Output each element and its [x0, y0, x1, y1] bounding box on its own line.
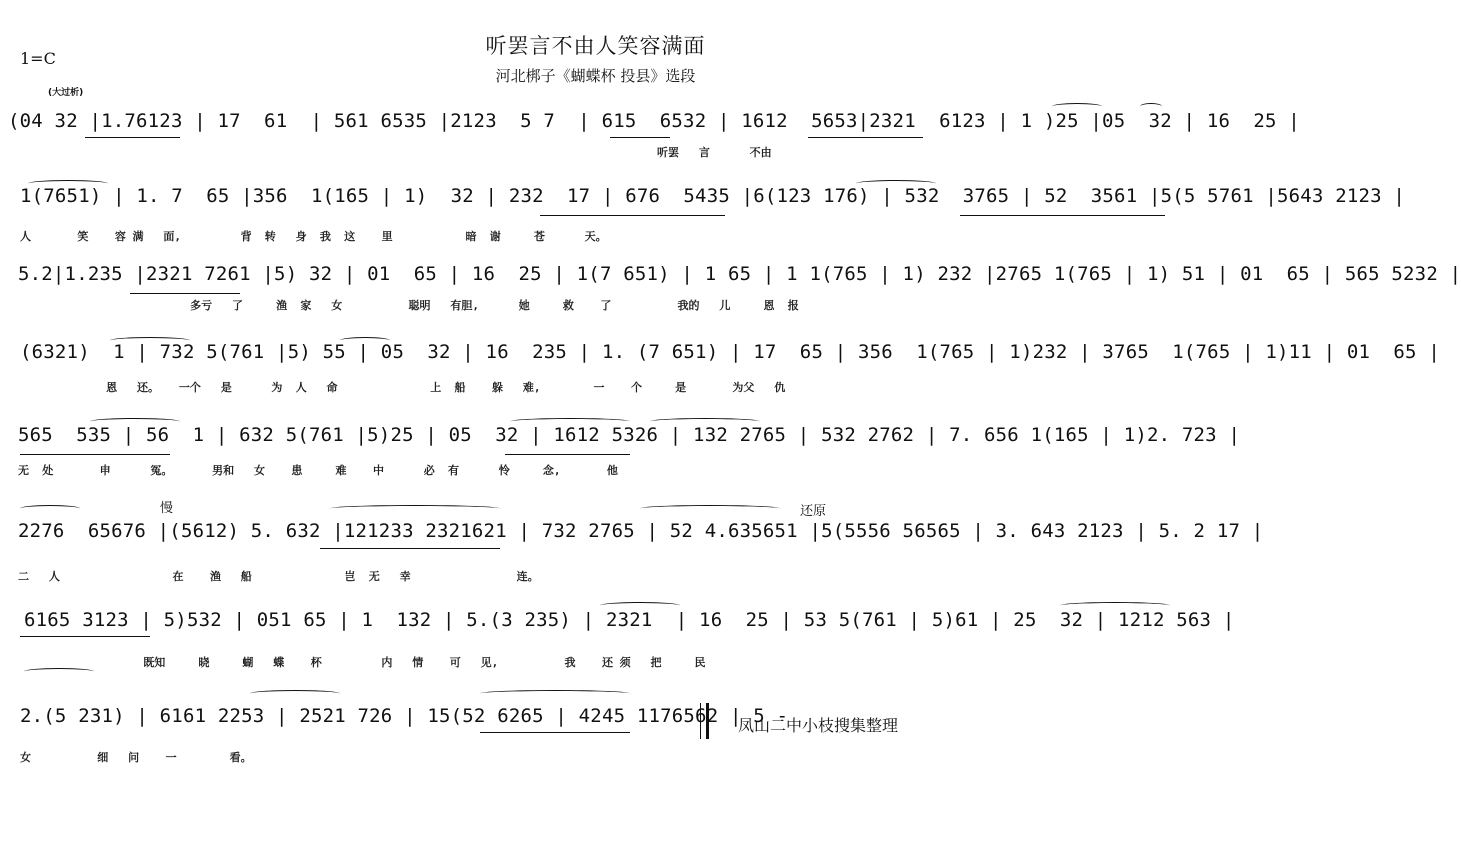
tempo-mark-restore: 还原 [800, 504, 827, 519]
slur [110, 337, 190, 344]
notation-line-6: 2276 65676 |(5612) 5. 632 |121233 2321621 | 732 2765 | 52 4.635651 |5(5556 56565 | 3. 643 2123 | 5. 2 17 | [18, 520, 1264, 542]
underline [85, 137, 180, 138]
underline [540, 215, 725, 216]
lyrics-line-4: 恩 还。 一个 是 为 人 命 上 船 躲 难, 一 个 是 为父 仇 [20, 381, 786, 394]
underline [130, 293, 240, 294]
underline [960, 215, 1165, 216]
notation-line-3: 5.2|1.235 |2321 7261 |5) 32 | 01 65 | 16 25 | 1(7 651) | 1 65 | 1 1(765 | 1) 232 |2765 1(765 | 1) 51 | 01 65 | 565 5232 | [18, 263, 1461, 285]
notation-line-5: 565 535 | 56 1 | 632 5(761 |5)25 | 05 32 | 1612 5326 | 132 2765 | 532 2762 | 7. 656 1(165 | 1)2. 723 | [18, 424, 1241, 446]
underline [808, 137, 923, 138]
slur [510, 418, 630, 425]
notation-line-8: 2.(5 231) | 6161 2253 | 2521 726 | 15(52 6265 | 4245 1176562 | 5 - [20, 705, 789, 727]
credit-text: 凤山二中小枝搜集整理 [738, 716, 899, 735]
lyrics-line-5: 无 处 申 冤。 男和 女 患 难 中 必 有 怜 念, 他 [18, 464, 618, 477]
final-barline-thick [706, 703, 709, 739]
underline [20, 454, 170, 455]
notation-line-4: (6321) 1 | 732 5(761 |5) 55 | 05 32 | 16 235 | 1. (7 651) | 17 65 | 356 1(765 | 1)232 | 3765 1(765 | 1)11 | 01 65 | [20, 341, 1440, 363]
lyrics-line-7: 既知 晓 蝴 蝶 杯 内 情 可 见, 我 还 须 把 民 [24, 656, 706, 669]
slur [1060, 602, 1170, 609]
page-title: 听罢言不由人笑容满面 [485, 34, 706, 58]
key-signature: 1=C [20, 49, 56, 68]
slur [600, 602, 680, 609]
slur [90, 418, 180, 425]
prelude-tag: (大过析) [48, 88, 84, 98]
notation-line-1: (04 32 |1.76123 | 17 61 | 561 6535 |2123 5 7 | 615 6532 | 1612 5653|2321 6123 | 1 )25 |05 32 | 16 25 | [8, 110, 1300, 132]
underline [505, 454, 630, 455]
slur [856, 180, 936, 187]
underline [480, 732, 630, 733]
slur [24, 668, 94, 675]
slur [340, 337, 390, 344]
slur [650, 418, 760, 425]
notation-line-2: 1(7651) | 1. 7 65 |356 1(165 | 1) 32 | 232 17 | 676 5435 |6(123 176) | 532 3765 | 52 3561 |5(5 5761 |5643 2123 | [20, 185, 1406, 207]
notation-line-7: 6165 3123 | 5)532 | 051 65 | 1 132 | 5.(3 235) | 2321 | 16 25 | 53 5(761 | 5)61 | 25 32 | 1212 563 | [24, 609, 1235, 631]
lyrics-line-1: 听罢 言 不由 [8, 146, 772, 159]
slur [1052, 103, 1102, 110]
underline [320, 548, 500, 549]
slur [330, 505, 500, 512]
slur [20, 505, 80, 512]
final-barline-thin [700, 703, 701, 739]
slur [28, 180, 108, 187]
lyrics-line-6: 二 人 在 渔 船 岂 无 幸 连。 [18, 570, 539, 583]
lyrics-line-3: 多亏 了 渔 家 女 聪明 有胆, 她 救 了 我的 儿 恩 报 [18, 299, 799, 312]
page-subtitle: 河北梆子《蝴蝶杯 投县》选段 [495, 67, 696, 85]
slur [640, 505, 780, 512]
slur [480, 690, 630, 697]
lyrics-line-2: 人 笑 容 满 面, 背 转 身 我 这 里 暗 谢 苍 天。 [20, 230, 607, 243]
underline [610, 137, 670, 138]
underline [20, 636, 150, 637]
lyrics-line-8: 女 细 问 一 看。 [20, 751, 252, 764]
slur [1140, 103, 1162, 110]
slur [250, 690, 340, 697]
tempo-mark-slow: 慢 [160, 501, 174, 516]
